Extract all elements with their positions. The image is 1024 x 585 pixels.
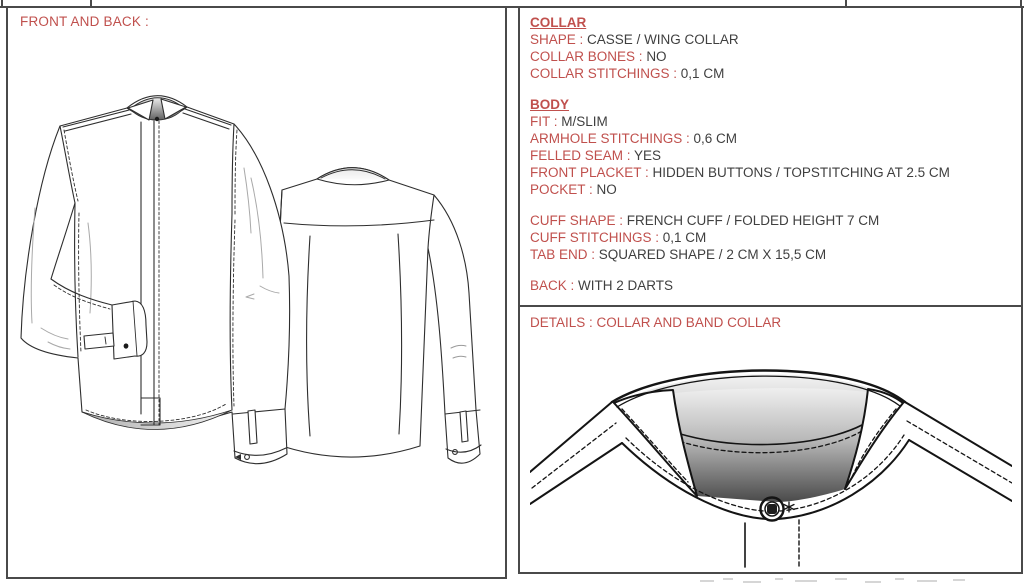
front-shirt-sketch — [21, 96, 290, 464]
front-and-back-shirt-sketch — [8, 30, 505, 577]
spec-gap — [530, 263, 1017, 277]
spec-label: COLLAR BONES : — [530, 49, 646, 64]
spec-row-cuff-shape — [530, 212, 1017, 229]
details-line — [530, 315, 1021, 330]
spec-heading-collar: COLLAR — [530, 15, 587, 30]
collar-detail-sketch — [530, 339, 1012, 569]
button-shank-mark — [784, 502, 794, 512]
details-label: DETAILS : — [530, 315, 597, 330]
panel-title: FRONT AND BACK : — [20, 14, 149, 29]
specs-panel — [518, 6, 1023, 574]
spec-label: CUFF SHAPE : — [530, 213, 627, 228]
spec-row-collar-bones — [530, 48, 1017, 65]
spec-label: POCKET : — [530, 182, 597, 197]
spec-value: 0,1 CM — [662, 230, 707, 245]
spec-row-felled-seam — [530, 147, 1017, 164]
spec-gap — [530, 82, 1017, 96]
spec-label: FELLED SEAM : — [530, 148, 634, 163]
back-shirt-sketch — [276, 168, 481, 463]
spec-value: FRENCH CUFF / FOLDED HEIGHT 7 CM — [626, 213, 880, 228]
spec-value: 0,1 CM — [680, 66, 725, 81]
spec-lines — [530, 14, 1017, 294]
spec-label: SHAPE : — [530, 32, 587, 47]
spec-label: BACK : — [530, 278, 578, 293]
spec-label: ARMHOLE STITCHINGS : — [530, 131, 694, 146]
cuff-tab-end — [84, 333, 114, 349]
spec-row-shape — [530, 31, 1017, 48]
spec-label: CUFF STITCHINGS : — [530, 230, 663, 245]
shirt-sketches — [8, 30, 505, 577]
front-back-panel — [6, 6, 507, 579]
spec-value: HIDDEN BUTTONS / TOPSTITCHING AT 2.5 CM — [652, 165, 950, 180]
spec-row-pocket — [530, 181, 1017, 198]
spec-row-armhole-stitchings — [530, 130, 1017, 147]
spec-value: SQUARED SHAPE / 2 CM X 15,5 CM — [598, 247, 827, 262]
spec-row-fit — [530, 113, 1017, 130]
spec-heading-body: BODY — [530, 97, 570, 112]
collar-button — [155, 117, 159, 121]
spec-label: FRONT PLACKET : — [530, 165, 653, 180]
spec-value: NO — [596, 182, 617, 197]
spec-row-cuff-stitchings — [530, 229, 1017, 246]
spec-value: M/SLIM — [561, 114, 608, 129]
spec-row-tab-end — [530, 246, 1017, 263]
top-border-tick — [1, 0, 3, 8]
spec-row-collar-stitchings — [530, 65, 1017, 82]
spec-value: YES — [634, 148, 662, 163]
spec-row-back — [530, 277, 1017, 294]
spec-row-front-placket — [530, 164, 1017, 181]
spec-label: TAB END : — [530, 247, 599, 262]
details-value: COLLAR AND BAND COLLAR — [596, 315, 782, 330]
spec-value: 0,6 CM — [693, 131, 738, 146]
spec-gap — [530, 198, 1017, 212]
spec-label: FIT : — [530, 114, 561, 129]
spec-label: COLLAR STITCHINGS : — [530, 66, 681, 81]
spec-value: WITH 2 DARTS — [578, 278, 674, 293]
spec-value: NO — [646, 49, 667, 64]
watermark-fragment — [695, 575, 1005, 584]
spec-value: CASSE / WING COLLAR — [587, 32, 739, 47]
details-section — [520, 305, 1021, 572]
